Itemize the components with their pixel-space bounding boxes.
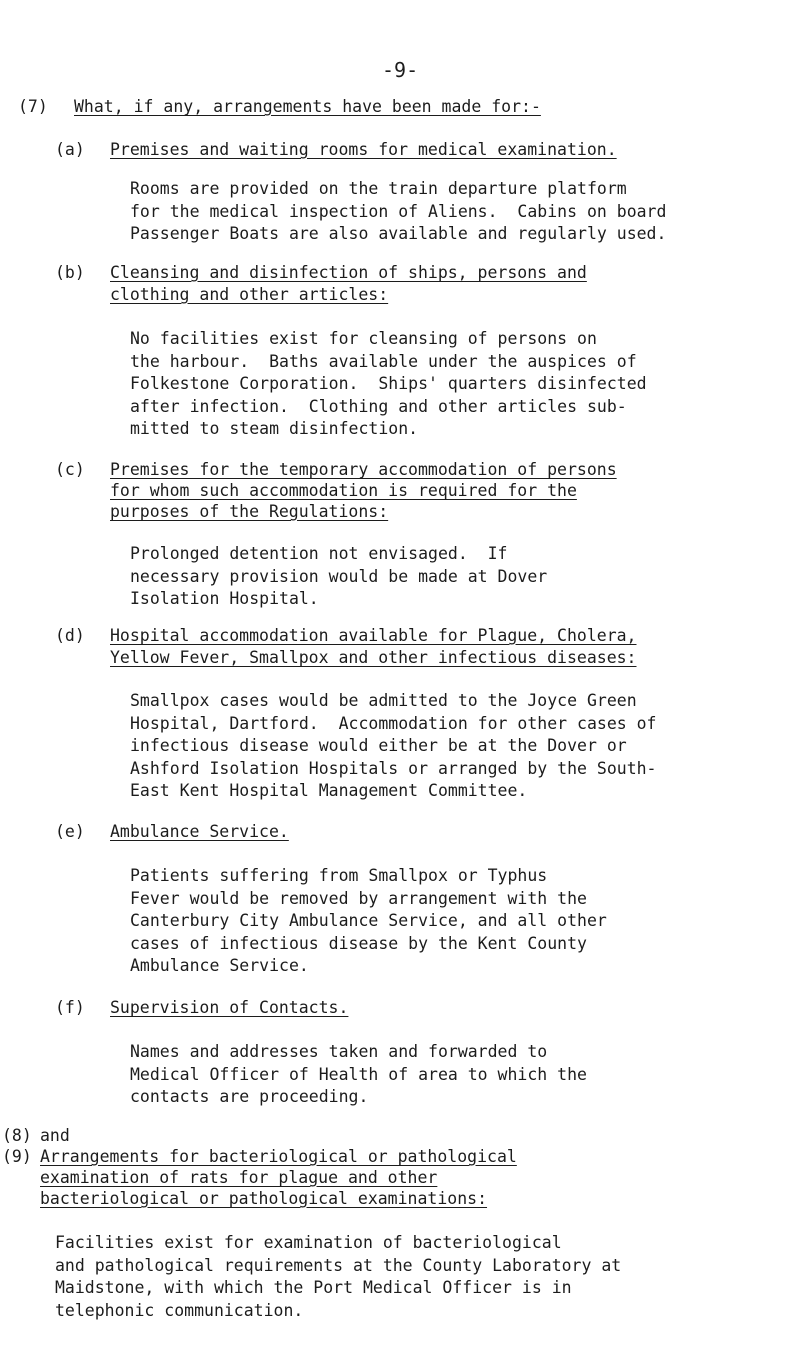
body-line: Maidstone, with which the Port Medical Officer is in [55, 1278, 572, 1298]
body-line: Hospital, Dartford. Accommodation for other cases of [130, 713, 657, 733]
body-line: Canterbury City Ambulance Service, and all other [130, 911, 607, 931]
body-line: Smallpox cases would be admitted to the Joyce Green [130, 691, 637, 710]
section-c-body [130, 543, 547, 611]
body-line: infectious disease would either be at the Dover or [130, 736, 627, 756]
page-number: -9- [382, 58, 419, 82]
section-b-heading: Cleansing and disinfection of ships, persons and [110, 263, 587, 282]
section-8-9-heading: bacteriological or pathological examinations: [40, 1189, 488, 1208]
body-line: mitted to steam disinfection. [130, 419, 419, 439]
section-b-heading: clothing and other articles: [110, 285, 389, 304]
body-line: Isolation Hospital. [130, 589, 319, 609]
section-e-body [130, 865, 607, 978]
section-7-number: (7) [18, 97, 48, 116]
section-b-body [130, 328, 647, 441]
body-line: the harbour. Baths available under the auspices of [130, 351, 637, 371]
section-8-9-body [55, 1232, 621, 1322]
body-line: Folkestone Corporation. Ships' quarters disinfected [130, 374, 647, 394]
body-line: Passenger Boats are also available and regularly used. [130, 224, 667, 244]
body-line: East Kent Hospital Management Committee. [130, 781, 528, 801]
body-line: Rooms are provided on the train departure platform [130, 179, 627, 198]
section-f-number: (f) [55, 998, 85, 1017]
section-e-heading: Ambulance Service. [110, 822, 289, 841]
section-8-number: (8) [2, 1126, 32, 1145]
section-8-and: and [40, 1126, 70, 1145]
section-c-heading: purposes of the Regulations: [110, 502, 389, 521]
body-line: No facilities exist for cleansing of persons on [130, 329, 597, 348]
section-f-body [130, 1041, 587, 1109]
section-d-heading: Yellow Fever, Smallpox and other infectious diseases: [110, 648, 637, 667]
section-a-number: (a) [55, 140, 85, 159]
body-line: Names and addresses taken and forwarded to [130, 1042, 548, 1061]
section-c-number: (c) [55, 460, 85, 479]
body-line: Ashford Isolation Hospitals or arranged by the South- [130, 758, 657, 778]
section-7-heading: What, if any, arrangements have been made for:- [74, 97, 541, 116]
body-line: Patients suffering from Smallpox or Typhus [130, 866, 548, 885]
section-d-number: (d) [55, 626, 85, 645]
section-c-heading: for whom such accommodation is required for the [110, 481, 577, 500]
section-8-9-heading: examination of rats for plague and other [40, 1168, 438, 1187]
section-9-number: (9) [2, 1147, 32, 1166]
body-line: cases of infectious disease by the Kent County [130, 933, 587, 953]
body-line: contacts are proceeding. [130, 1087, 369, 1107]
body-line: necessary provision would be made at Dover [130, 566, 548, 586]
section-f-heading: Supervision of Contacts. [110, 998, 349, 1017]
section-a-body [130, 178, 666, 246]
section-a-heading: Premises and waiting rooms for medical examination. [110, 140, 617, 159]
section-b-number: (b) [55, 263, 85, 282]
body-line: for the medical inspection of Aliens. Cabins on board [130, 201, 667, 221]
body-line: Medical Officer of Health of area to which the [130, 1064, 587, 1084]
section-8-9-heading: Arrangements for bacteriological or pathological [40, 1147, 517, 1166]
body-line: Prolonged detention not envisaged. If [130, 544, 508, 563]
section-d-body [130, 690, 657, 803]
body-line: after infection. Clothing and other articles sub- [130, 396, 627, 416]
section-e-number: (e) [55, 822, 85, 841]
body-line: telephonic communication. [55, 1300, 304, 1320]
body-line: Ambulance Service. [130, 956, 309, 976]
section-c-heading: Premises for the temporary accommodation of persons [110, 460, 617, 479]
section-d-heading: Hospital accommodation available for Plague, Cholera, [110, 626, 637, 645]
body-line: and pathological requirements at the County Laboratory at [55, 1255, 622, 1275]
body-line: Fever would be removed by arrangement with the [130, 888, 587, 908]
body-line: Facilities exist for examination of bacteriological [55, 1233, 562, 1252]
